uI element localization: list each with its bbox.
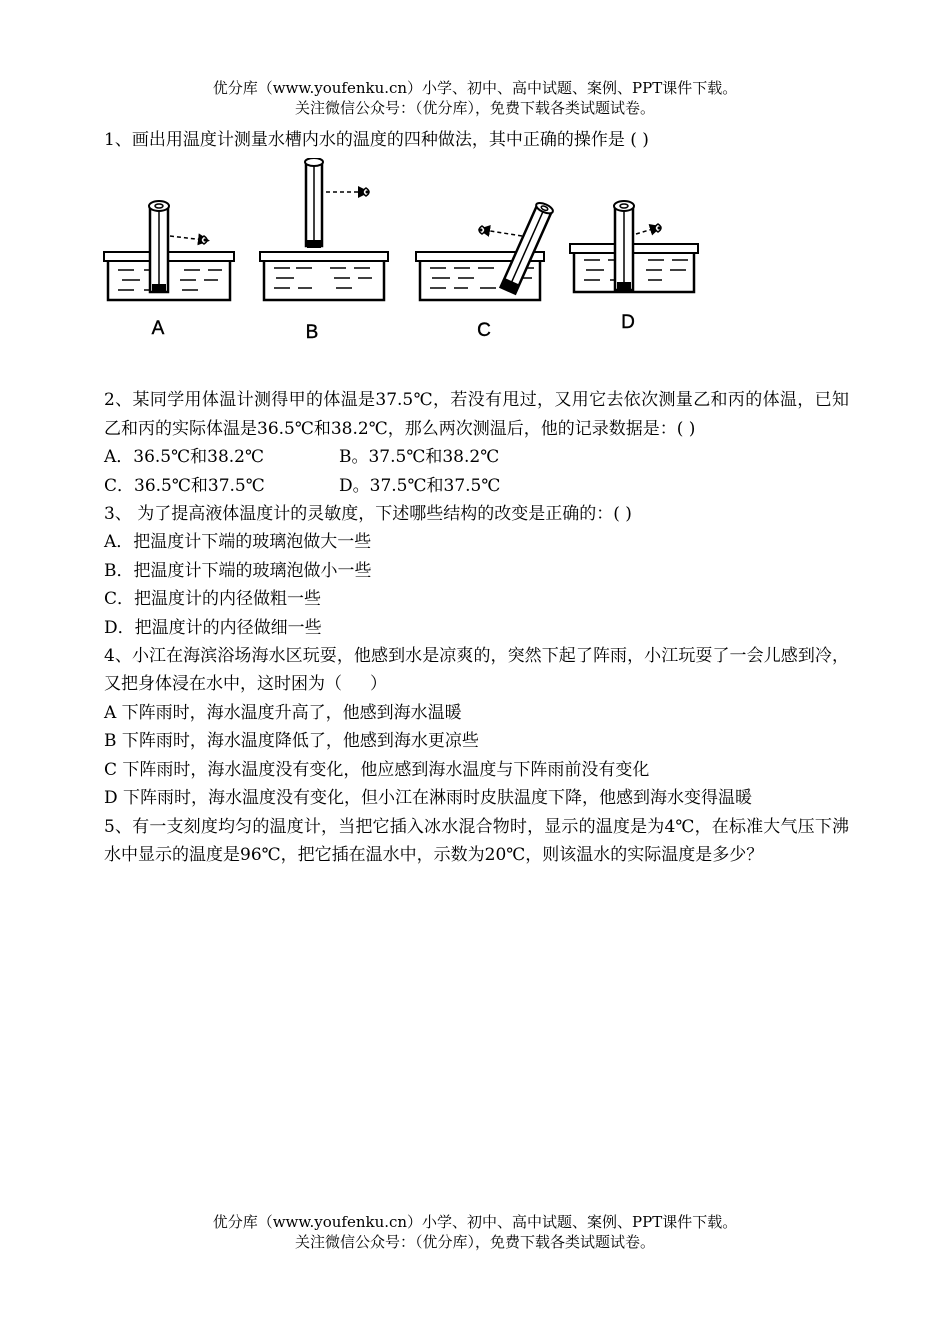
q2-option-d: D。37.5℃和37.5℃ [339,475,501,496]
question-2-options-row-1 [104,443,849,471]
page-footer [0,1212,950,1252]
footer-line-2: 关注微信公众号：（优分库），免费下载各类试题试卷。 [294,1233,655,1251]
question-content [104,126,849,869]
question-4-text-suffix: ） [370,674,387,695]
panel-c [416,201,554,300]
thermometer-figure [104,158,849,368]
thermometer-diagram [100,158,840,368]
q4-option-b: B 下阵雨时，海水温度降低了，他感到海水更凉些 [104,731,479,752]
question-5-text: 5、有一支刻度均匀的温度计，当把它插入冰水混合物时，显示的温度是为4℃，在标准大气压下沸水中显示的温度是96℃，把它插在温水中，示数为20℃，则该温水的实际温度是多少？ [104,816,849,865]
panel-a [104,201,234,300]
question-4-text-prefix: 4、小江在海滨浴场海水区玩耍，他感到水是凉爽的，突然下起了阵雨，小江玩耍了一会儿感到冷，又把身体浸在水中，这时困为（ [104,646,849,695]
q3-option-a: A．把温度计下端的玻璃泡做大一些 [104,532,372,553]
figure-label-c: C [477,320,491,342]
q4-option-d: D 下阵雨时，海水温度没有变化，但小江在淋雨时皮肤温度下降，他感到海水变得温暖 [104,788,753,809]
page-header [0,78,950,118]
q3-option-d: D．把温度计的内径做细一些 [104,617,322,638]
q4-option-c: C 下阵雨时，海水温度没有变化，他应感到海水温度与下阵雨前没有变化 [104,759,650,780]
q4-option-a: A 下阵雨时，海水温度升高了，他感到海水温暖 [104,702,462,723]
q3-option-b: B．把温度计下端的玻璃泡做小一些 [104,560,372,581]
q3-option-c: C．把温度计的内径做粗一些 [104,589,322,610]
panel-b [260,158,388,300]
figure-label-a: A [151,318,165,340]
footer-line-1: 优分库（www.youfenku.cn）小学、初中、高中试题、案例、PPT课件下载。 [212,1213,738,1231]
header-line-1: 优分库（www.youfenku.cn）小学、初中、高中试题、案例、PPT课件下载。 [212,79,738,97]
question-4-text [104,642,849,699]
question-2-text: 2、某同学用体温计测得甲的体温是37.5℃，若没有甩过，又用它去依次测量乙和丙的体温，已知乙和丙的实际体温是36.5℃和38.2℃，那么两次测温后，他的记录数据是：( ) [104,390,849,439]
question-1-text: 1、画出用温度计测量水槽内水的温度的四种做法，其中正确的操作是 ( ) [104,130,649,150]
q2-option-a: A．36.5℃和38.2℃ [104,447,265,468]
panel-d [570,201,698,292]
q2-option-c: C．36.5℃和37.5℃ [104,475,265,496]
q2-option-b: B。37.5℃和38.2℃ [339,447,500,468]
figure-label-b: B [305,322,319,344]
figure-label-d: D [621,312,635,334]
header-line-2: 关注微信公众号：（优分库），免费下载各类试题试卷。 [294,99,655,117]
question-2-options-row-2 [104,472,849,500]
question-3-text: 3、 为了提高液体温度计的灵敏度，下述哪些结构的改变是正确的：( ) [104,504,632,525]
